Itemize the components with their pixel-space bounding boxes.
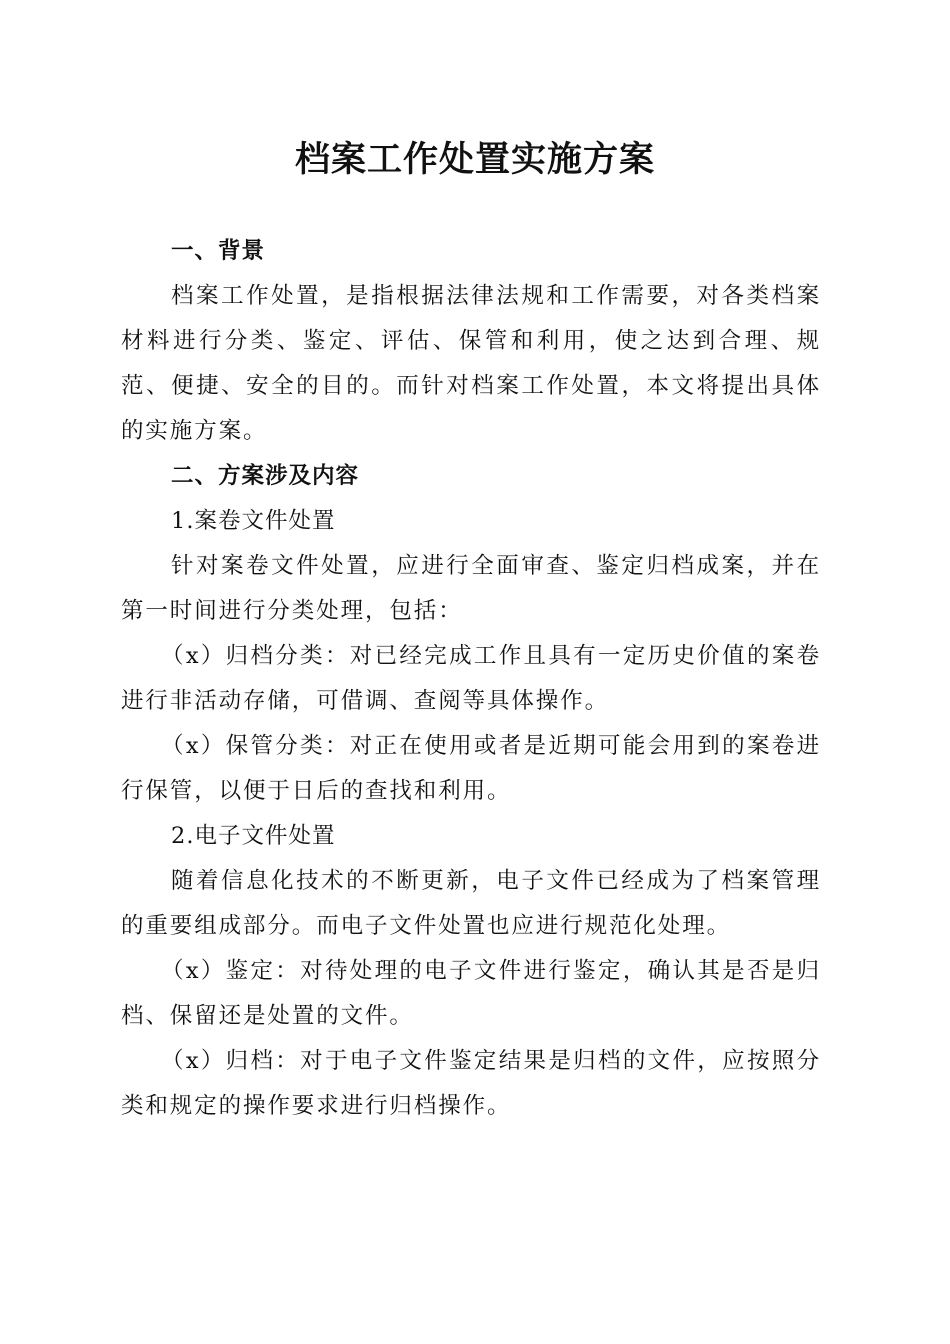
electronic-files-item-archiving: （x）归档：对于电子文件鉴定结果是归档的文件，应按照分类和规定的操作要求进行归档操作。 bbox=[121, 1048, 821, 1119]
section-scheme-content bbox=[121, 454, 821, 1129]
section-background bbox=[121, 229, 821, 454]
section-heading-scheme-content: 二、方案涉及内容 bbox=[171, 463, 360, 489]
section-heading-background: 一、背景 bbox=[171, 238, 266, 264]
subsection-electronic-file-disposal bbox=[121, 814, 821, 1129]
electronic-files-item-appraisal: （x）鉴定：对待处理的电子文件进行鉴定，确认其是否是归档、保留还是处置的文件。 bbox=[121, 958, 821, 1029]
document-title: 档案工作处置实施方案 bbox=[294, 139, 655, 180]
background-paragraph: 档案工作处置，是指根据法律法规和工作需要，对各类档案材料进行分类、鉴定、评估、保管和利用，使之达到合理、规范、便捷、安全的目的。而针对档案工作处置，本文将提出具体的实施方案。 bbox=[121, 283, 821, 444]
subsection-title-case-files: 1.案卷文件处置 bbox=[171, 508, 336, 534]
subsection-title-electronic-files: 2.电子文件处置 bbox=[171, 823, 336, 849]
case-files-item-custody-classification: （x）保管分类：对正在使用或者是近期可能会用到的案卷进行保管，以便于日后的查找和利用。 bbox=[121, 733, 821, 804]
document-body bbox=[121, 229, 821, 1129]
subsection-case-file-disposal bbox=[121, 499, 821, 814]
case-files-item-archive-classification: （x）归档分类：对已经完成工作且具有一定历史价值的案卷进行非活动存储，可借调、查阅等具体操作。 bbox=[121, 643, 821, 714]
case-files-intro: 针对案卷文件处置，应进行全面审查、鉴定归档成案，并在第一时间进行分类处理，包括： bbox=[121, 553, 821, 624]
electronic-files-intro: 随着信息化技术的不断更新，电子文件已经成为了档案管理的重要组成部分。而电子文件处置也应进行规范化处理。 bbox=[121, 868, 821, 939]
